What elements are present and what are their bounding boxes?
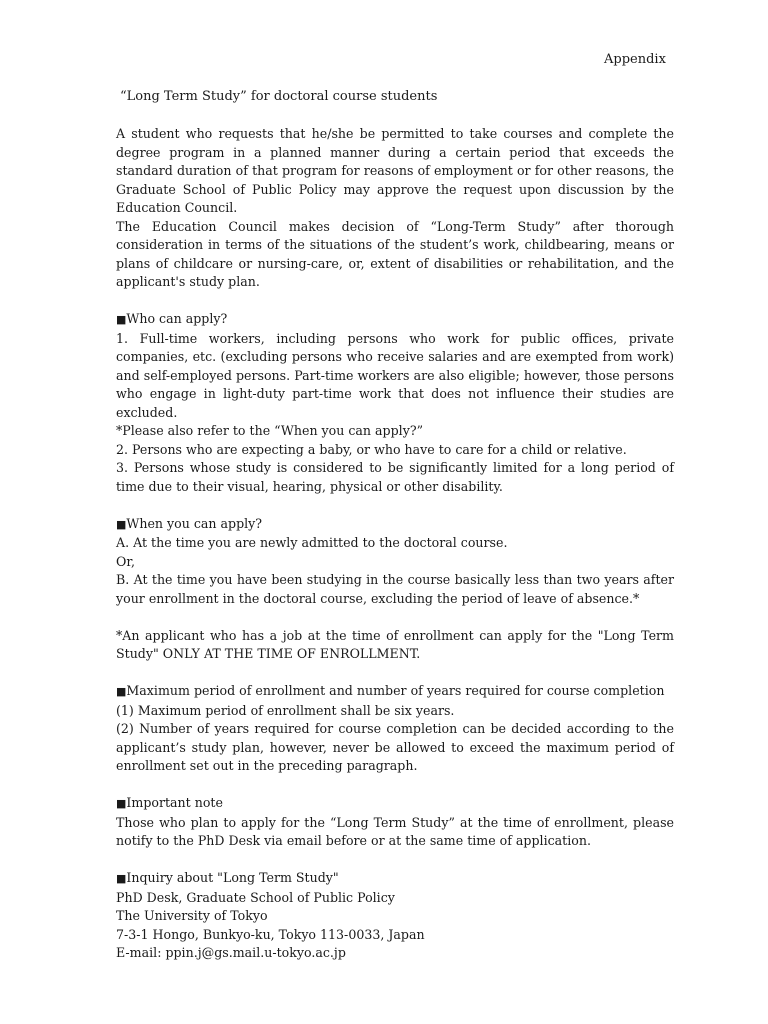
section-heading-inquiry bbox=[116, 869, 674, 889]
heading-text: Who can apply? bbox=[126, 311, 228, 326]
document-body bbox=[116, 125, 674, 963]
timing-or: Or, bbox=[116, 553, 135, 569]
square-bullet-icon: ■ bbox=[116, 872, 127, 885]
email-label: E-mail: bbox=[116, 945, 166, 960]
eligibility-item-1: 1. Full-time workers, including persons who work for public offices, private companies, etc. (excluding persons who receive salaries and are exempted from work) and self-employed persons. Part-time workers are also eligible; however, those persons who engage in light-duty part-time work that does not influence their studies are excluded. bbox=[116, 330, 674, 420]
spacer bbox=[116, 608, 674, 627]
section-heading-when-can-apply bbox=[116, 515, 674, 535]
appendix-label: Appendix bbox=[604, 52, 666, 67]
section-heading-important-note bbox=[116, 794, 674, 814]
section-heading-who-can-apply bbox=[116, 310, 674, 330]
inquiry-university: The University of Tokyo bbox=[116, 908, 268, 923]
document-title: “Long Term Study” for doctoral course students bbox=[120, 89, 438, 104]
square-bullet-icon: ■ bbox=[116, 517, 127, 531]
eligibility-item-1-note: *Please also refer to the “When you can apply?” bbox=[116, 423, 424, 438]
inquiry-address: 7-3-1 Hongo, Bunkyo-ku, Tokyo 113-0033, Japan bbox=[116, 926, 425, 942]
timing-option-a: A. At the time you are newly admitted to the doctoral course. bbox=[116, 535, 508, 550]
heading-text: Important note bbox=[126, 795, 223, 810]
square-bullet-icon: ■ bbox=[116, 685, 127, 698]
spacer bbox=[116, 496, 674, 515]
eligibility-item-3: 3. Persons whose study is considered to be significantly limited for a long period of time due to their visual, hearing, physical or other disability. bbox=[116, 460, 674, 494]
square-bullet-icon: ■ bbox=[116, 313, 127, 326]
spacer bbox=[116, 776, 674, 795]
eligibility-item-2: 2. Persons who are expecting a baby, or who have to care for a child or relative. bbox=[116, 441, 627, 457]
inquiry-email-line bbox=[116, 944, 674, 963]
max-period-item-1: (1) Maximum period of enrollment shall be six years. bbox=[116, 702, 455, 718]
heading-text: When you can apply? bbox=[126, 515, 263, 531]
inquiry-office: PhD Desk, Graduate School of Public Policy bbox=[116, 889, 395, 905]
spacer bbox=[116, 664, 674, 683]
timing-option-b: B. At the time you have been studying in the course basically less than two years after your enrollment in the doctoral course, excluding the period of leave of absence.* bbox=[116, 572, 674, 606]
max-period-item-2: (2) Number of years required for course completion can be decided according to the applicant’s study plan, however, never be allowed to exceed the maximum period of enrollment set out in the preceding paragraph. bbox=[116, 721, 674, 773]
square-bullet-icon: ■ bbox=[116, 797, 127, 810]
spacer bbox=[116, 292, 674, 311]
heading-text: Maximum period of enrollment and number of years required for course completion bbox=[126, 683, 665, 698]
intro-paragraph-2: The Education Council makes decision of “Long-Term Study” after thorough consideration in terms of the situations of the student’s work, childbearing, means or plans of childcare or nursing-care, or, extent of disabilities or rehabilitation, and the applicant's study plan. bbox=[116, 218, 674, 289]
timing-note: *An applicant who has a job at the time of enrollment can apply for the "Long Term Study" ONLY AT THE TIME OF ENROLLMENT. bbox=[116, 627, 674, 661]
intro-paragraph-1: A student who requests that he/she be permitted to take courses and complete the degree program in a planned manner during a certain period that exceeds the standard duration of that program for reasons of employment or for other reasons, the Graduate School of Public Policy may approve the request upon discussion by the Education Council. bbox=[116, 126, 674, 215]
email-address: ppin.j@gs.mail.u-tokyo.ac.jp bbox=[165, 945, 346, 960]
important-note-text: Those who plan to apply for the “Long Term Study” at the time of enrollment, please notify to the PhD Desk via email before or at the same time of application. bbox=[116, 814, 674, 848]
heading-text: Inquiry about "Long Term Study" bbox=[126, 870, 339, 885]
spacer bbox=[116, 851, 674, 870]
section-heading-max-period bbox=[116, 682, 674, 702]
